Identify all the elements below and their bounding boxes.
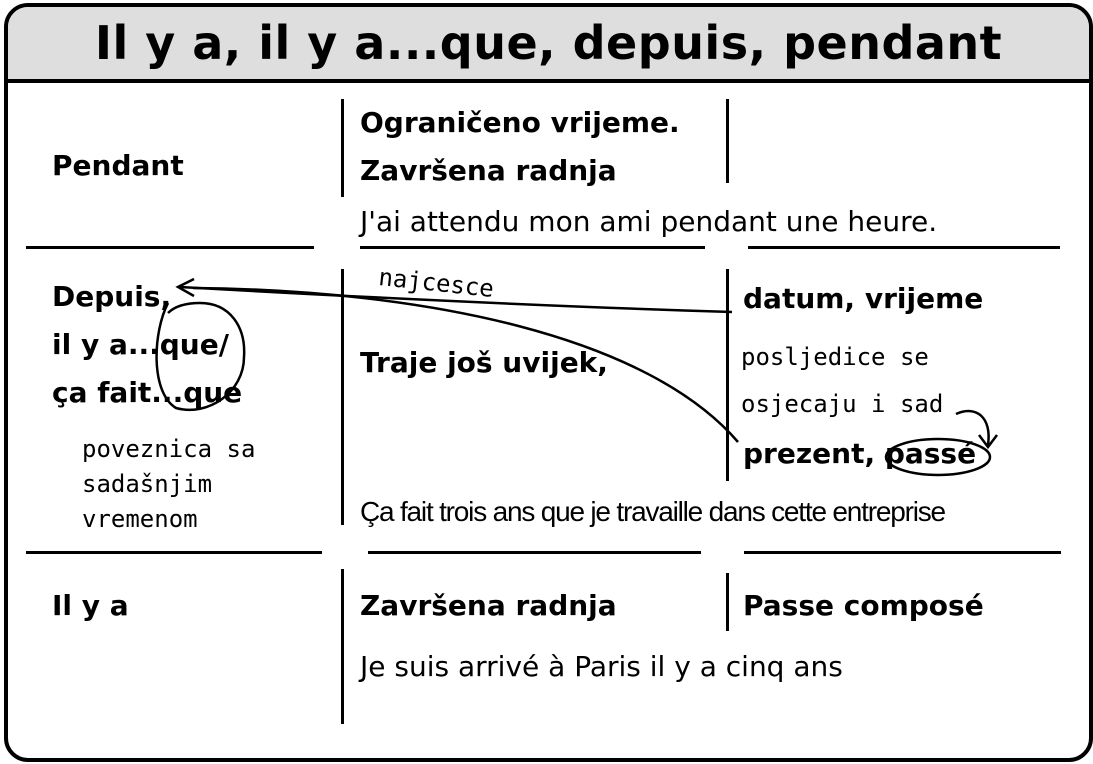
handwritten-note-consequences: posljedice se: [741, 343, 929, 371]
circle-passe: [886, 439, 990, 475]
handwritten-note-connection: poveznica sa: [82, 435, 256, 463]
meaning-limited-time: Ograničeno vrijeme.: [360, 106, 680, 139]
term-ca-fait-que: ça fait...que: [52, 376, 243, 409]
meaning-still-lasting: Traje još uvijek,: [360, 346, 608, 379]
curve-line-to-prezent: [193, 288, 738, 442]
handwritten-note-felt-now: osjecaju i sad: [741, 390, 944, 418]
term-pendant: Pendant: [52, 149, 184, 182]
meaning-finished-action: Završena radnja: [360, 589, 617, 622]
meaning-finished-action: Završena radnja: [360, 154, 617, 187]
handwritten-ink-marks: [8, 7, 1089, 758]
circle-que: [157, 303, 245, 410]
example-ca-fait: Ça fait trois ans que je travaille dans cette entreprise: [360, 496, 945, 527]
tense-date-time: datum, vrijeme: [743, 282, 984, 315]
handwritten-note-present: sadašnjim: [82, 470, 213, 498]
term-il-y-a: Il y a: [52, 589, 129, 622]
term-depuis: Depuis,: [52, 280, 172, 313]
handwritten-note-most-often: najcesce: [377, 263, 496, 303]
tense-present-passe: prezent, passé: [743, 437, 977, 470]
page-title: Il y a, il y a...que, depuis, pendant: [94, 16, 1003, 70]
grammar-card: [4, 3, 1093, 762]
tense-passe-compose: Passe composé: [743, 589, 984, 622]
example-pendant: J'ai attendu mon ami pendant une heure.: [360, 205, 938, 238]
handwritten-note-time: vremenom: [82, 505, 198, 533]
term-il-y-a-que: il y a...que/: [52, 328, 229, 361]
example-il-y-a: Je suis arrivé à Paris il y a cinq ans: [360, 650, 843, 683]
